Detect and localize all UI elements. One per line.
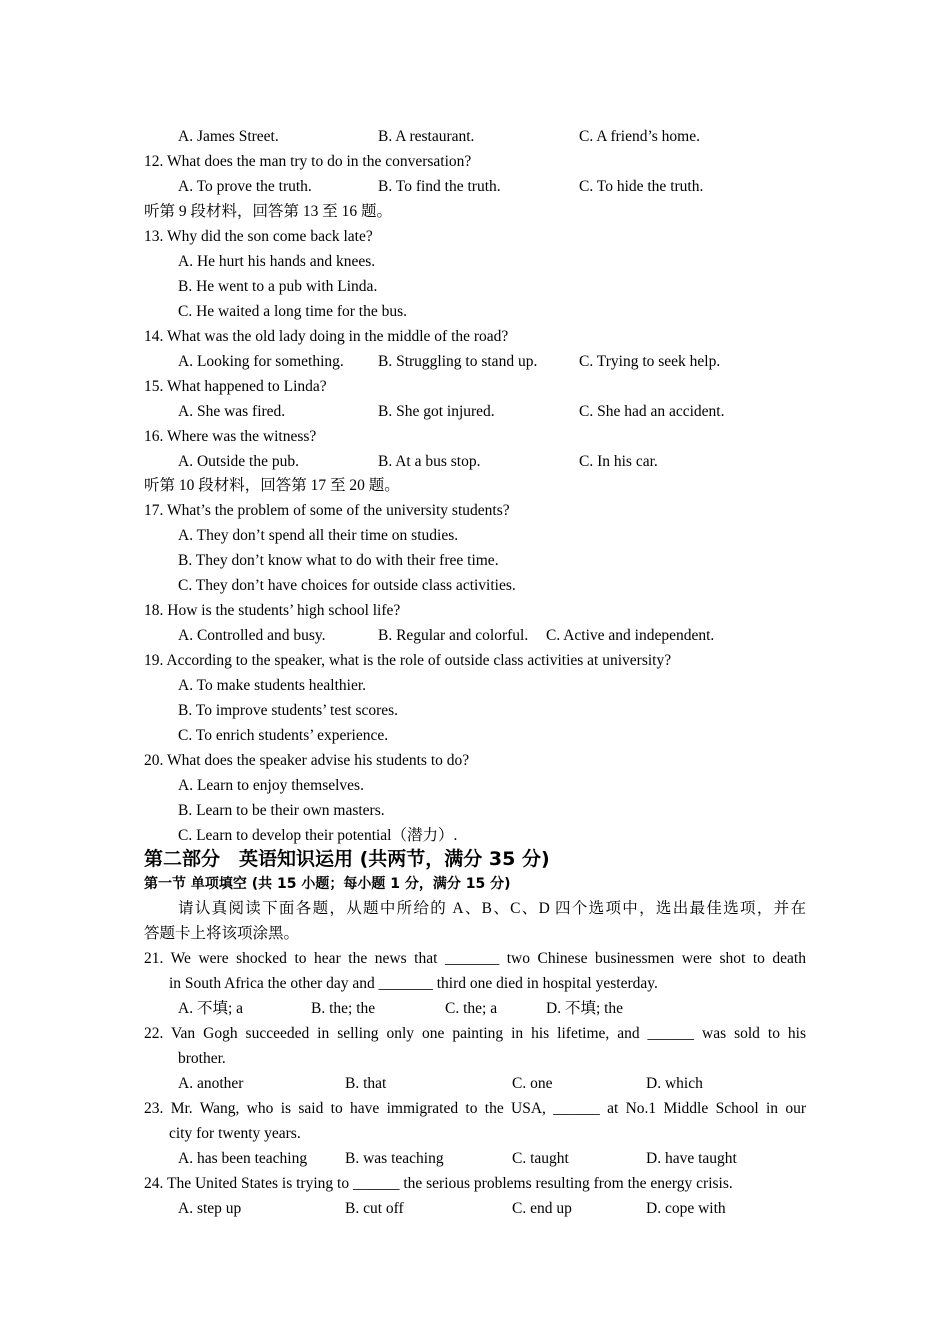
q20-option-a: A. Learn to enjoy themselves.: [178, 777, 364, 794]
q12-options: [0, 177, 950, 197]
q12-option-b: B. To find the truth.: [378, 178, 501, 195]
q22-option-d: D. which: [646, 1075, 703, 1092]
q18-options: [0, 626, 950, 646]
q19-option-c: C. To enrich students’ experience.: [178, 727, 389, 744]
q24-options: [0, 1199, 950, 1219]
section-10-heading: 听第 10 段材料，回答第 17 至 20 题。: [144, 477, 400, 494]
q19-stem: 19. According to the speaker, what is the role of outside class activities at university?: [144, 652, 672, 669]
q21-stem-line-2: in South Africa the other day and _______ third one died in hospital yesterday.: [169, 975, 658, 992]
q16-option-c: C. In his car.: [579, 453, 658, 470]
q16-option-a: A. Outside the pub.: [178, 453, 299, 470]
q23-option-a: A. has been teaching: [178, 1150, 308, 1167]
q22-option-c: C. one: [512, 1075, 553, 1092]
section-1-title: 第一节 单项填空 (共 15 小题；每小题 1 分，满分 15 分): [144, 876, 511, 892]
q24-option-b: B. cut off: [345, 1200, 404, 1217]
q23-option-c: C. taught: [512, 1150, 569, 1167]
q15-stem: 15. What happened to Linda?: [144, 378, 327, 395]
instruction-line-1: 请认真阅读下面各题，从题中所给的 A、B、C、D 四个选项中，选出最佳选项，并在: [178, 900, 806, 917]
q12-option-a: A. To prove the truth.: [178, 178, 312, 195]
q20-option-c: C. Learn to develop their potential（潜力）.: [178, 827, 458, 844]
q11-options: [0, 127, 950, 147]
q14-option-c: C. Trying to seek help.: [579, 353, 721, 370]
q13-option-a: A. He hurt his hands and knees.: [178, 253, 376, 270]
q19-option-a: A. To make students healthier.: [178, 677, 367, 694]
q15-options: [0, 402, 950, 422]
q21-option-a: A. 不填; a: [178, 1000, 244, 1017]
q12-option-c: C. To hide the truth.: [579, 178, 704, 195]
q22-option-a: A. another: [178, 1075, 244, 1092]
q20-stem: 20. What does the speaker advise his students to do?: [144, 752, 470, 769]
q18-option-a: A. Controlled and busy.: [178, 627, 326, 644]
q21-stem-line-1: 21. We were shocked to hear the news that _______ two Chinese businessmen were shot to death: [144, 950, 806, 967]
q14-option-a: A. Looking for something.: [178, 353, 344, 370]
q17-option-b: B. They don’t know what to do with their free time.: [178, 552, 499, 569]
q11-option-c: C. A friend’s home.: [579, 128, 700, 145]
q11-option-b: B. A restaurant.: [378, 128, 475, 145]
q13-option-c: C. He waited a long time for the bus.: [178, 303, 408, 320]
instruction-line-2: 答题卡上将该项涂黑。: [144, 925, 300, 942]
part-2-title: 第二部分 英语知识运用 (共两节，满分 35 分): [144, 848, 550, 870]
q24-stem: 24. The United States is trying to ______ the serious problems resulting from the energy crisis.: [144, 1175, 733, 1192]
q16-option-b: B. At a bus stop.: [378, 453, 481, 470]
q16-stem: 16. Where was the witness?: [144, 428, 317, 445]
q14-options: [0, 352, 950, 372]
q24-option-c: C. end up: [512, 1200, 572, 1217]
q18-option-c: C. Active and independent.: [546, 627, 715, 644]
q19-option-b: B. To improve students’ test scores.: [178, 702, 399, 719]
q20-option-b: B. Learn to be their own masters.: [178, 802, 385, 819]
q24-option-a: A. step up: [178, 1200, 242, 1217]
q11-option-a: A. James Street.: [178, 128, 279, 145]
q21-options: [0, 999, 950, 1019]
q22-option-b: B. that: [345, 1075, 387, 1092]
q16-options: [0, 452, 950, 472]
q13-stem: 13. Why did the son come back late?: [144, 228, 373, 245]
q23-options: [0, 1149, 950, 1169]
q14-option-b: B. Struggling to stand up.: [378, 353, 538, 370]
q22-stem-line-1: 22. Van Gogh succeeded in selling only one painting in his lifetime, and ______ was sold to his: [144, 1025, 806, 1042]
q15-option-a: A. She was fired.: [178, 403, 286, 420]
q17-stem: 17. What’s the problem of some of the university students?: [144, 502, 510, 519]
q12-stem: 12. What does the man try to do in the conversation?: [144, 153, 472, 170]
q15-option-c: C. She had an accident.: [579, 403, 725, 420]
q23-stem-line-1: 23. Mr. Wang, who is said to have immigrated to the USA, ______ at No.1 Middle School in our: [144, 1100, 806, 1117]
q14-stem: 14. What was the old lady doing in the middle of the road?: [144, 328, 509, 345]
q17-option-a: A. They don’t spend all their time on studies.: [178, 527, 459, 544]
q13-option-b: B. He went to a pub with Linda.: [178, 278, 378, 295]
q18-stem: 18. How is the students’ high school life?: [144, 602, 401, 619]
section-9-heading: 听第 9 段材料，回答第 13 至 16 题。: [144, 203, 393, 220]
q17-option-c: C. They don’t have choices for outside class activities.: [178, 577, 516, 594]
q23-option-b: B. was teaching: [345, 1150, 444, 1167]
q15-option-b: B. She got injured.: [378, 403, 495, 420]
q21-option-d: D. 不填; the: [546, 1000, 624, 1017]
q23-stem-line-2: city for twenty years.: [169, 1125, 301, 1142]
q24-option-d: D. cope with: [646, 1200, 726, 1217]
q18-option-b: B. Regular and colorful.: [378, 627, 529, 644]
q21-option-b: B. the; the: [311, 1000, 376, 1017]
q22-options: [0, 1074, 950, 1094]
q23-option-d: D. have taught: [646, 1150, 737, 1167]
q21-option-c: C. the; a: [445, 1000, 498, 1017]
q22-stem-line-2: brother.: [178, 1050, 226, 1067]
